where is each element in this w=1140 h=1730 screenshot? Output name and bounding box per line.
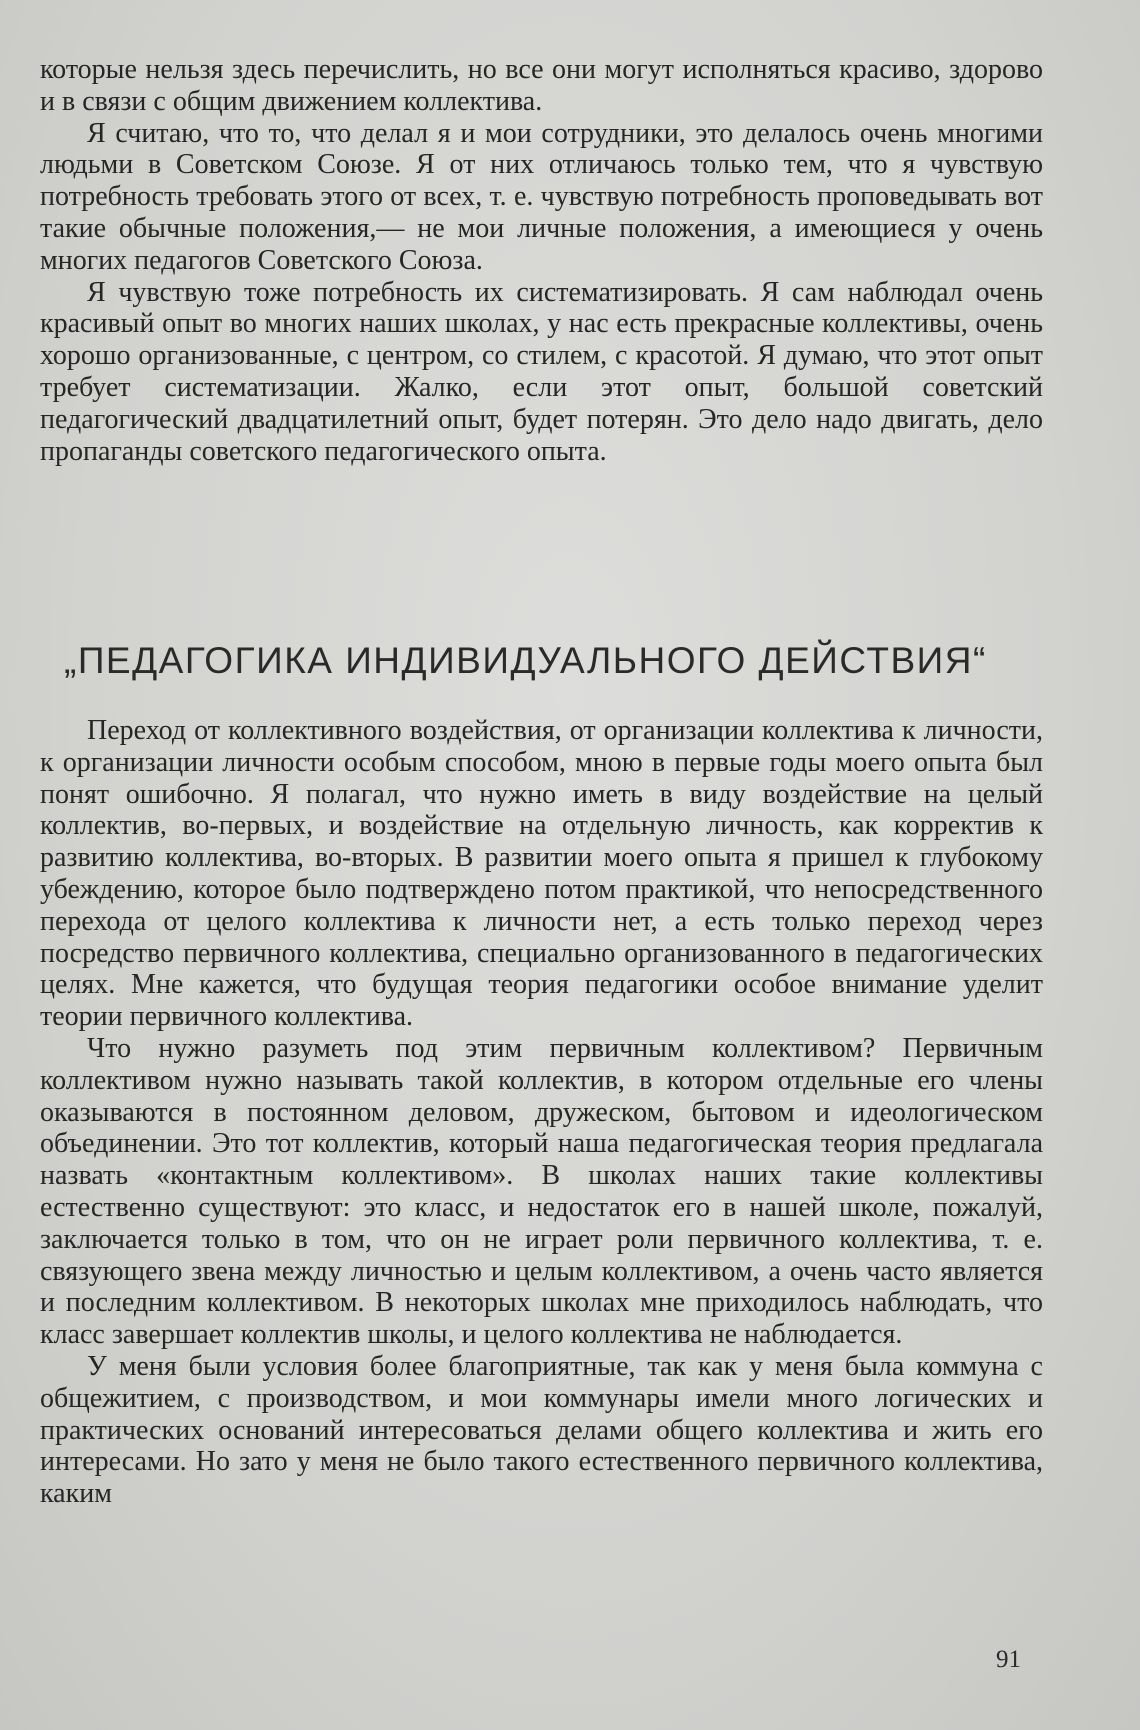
paragraph-continuation: которые нельзя здесь перечислить, но все они могут исполняться красиво, здорово и в связи с общим движением коллектива. (40, 54, 1043, 117)
section-heading: „ПЕДАГОГИКА ИНДИВИДУАЛЬНОГО ДЕЙСТВИЯ“ (64, 640, 987, 681)
paragraph: Я считаю, что то, что делал я и мои сотрудники, это делалось очень многими людьми в Советском Союзе. Я от них отличаюсь только тем, что я чувствую потребность требовать этого от всех, т. е. чувствую потребность проповедывать вот такие обычные положения,— не мои личные положения, а имеющиеся у очень многих педагогов Советского Союза. (40, 117, 1043, 276)
text-block-main (40, 715, 1043, 1510)
paragraph: У меня были условия более благоприятные, так как у меня была коммуна с общежитием, с производством, и мои коммунары имели много логических и практических оснований интересоваться делами общего коллектива и жить его интересами. Но зато у меня не было такого естественного первичного коллектива, каким (40, 1350, 1043, 1510)
page-number: 91 (996, 1646, 1021, 1673)
paragraph: Я чувствую тоже потребность их систематизировать. Я сам наблюдал очень красивый опыт во многих наших школах, у нас есть прекрасные коллективы, очень хорошо организованные, с центром, со стилем, с красотой. Я думаю, что этот опыт требует систематизации. Жалко, если этот опыт, большой советский педагогический двадцатилетний опыт, будет потерян. Это дело надо двигать, дело пропаганды советского педагогического опыта. (40, 276, 1043, 467)
text-block-top (40, 54, 1043, 467)
paragraph: Переход от коллективного воздействия, от организации коллектива к личности, к организации личности особым способом, мною в первые годы моего опыта был понят ошибочно. Я полагал, что нужно иметь в виду воздействие на целый коллектив, во-первых, и воздействие на отдельную личность, как корректив к развитию коллектива, во-вторых. В развитии моего опыта я пришел к глубокому убеждению, которое было подтверждено потом практикой, что непосредственного перехода от целого коллектива к личности нет, а есть только переход через посредство первичного коллектива, специально организованного в педагогических целях. Мне кажется, что будущая теория педагогики особое внимание уделит теории первичного коллектива. (40, 715, 1043, 1033)
paragraph: Что нужно разуметь под этим первичным коллективом? Первичным коллективом нужно называть такой коллектив, в котором отдельные его члены оказываются в постоянном деловом, дружеском, бытовом и идеологическом объединении. Это тот коллектив, который наша педагогическая теория предлагала назвать «контактным коллективом». В школах наших такие коллективы естественно существуют: это класс, и недостаток его в нашей школе, пожалуй, заключается только в том, что он не играет роли первичного коллектива, т. е. связующего звена между личностью и целым коллективом, а очень часто является и последним коллективом. В некоторых школах мне приходилось наблюдать, что класс завершает коллектив школы, и целого коллектива не наблюдается. (40, 1032, 1043, 1351)
